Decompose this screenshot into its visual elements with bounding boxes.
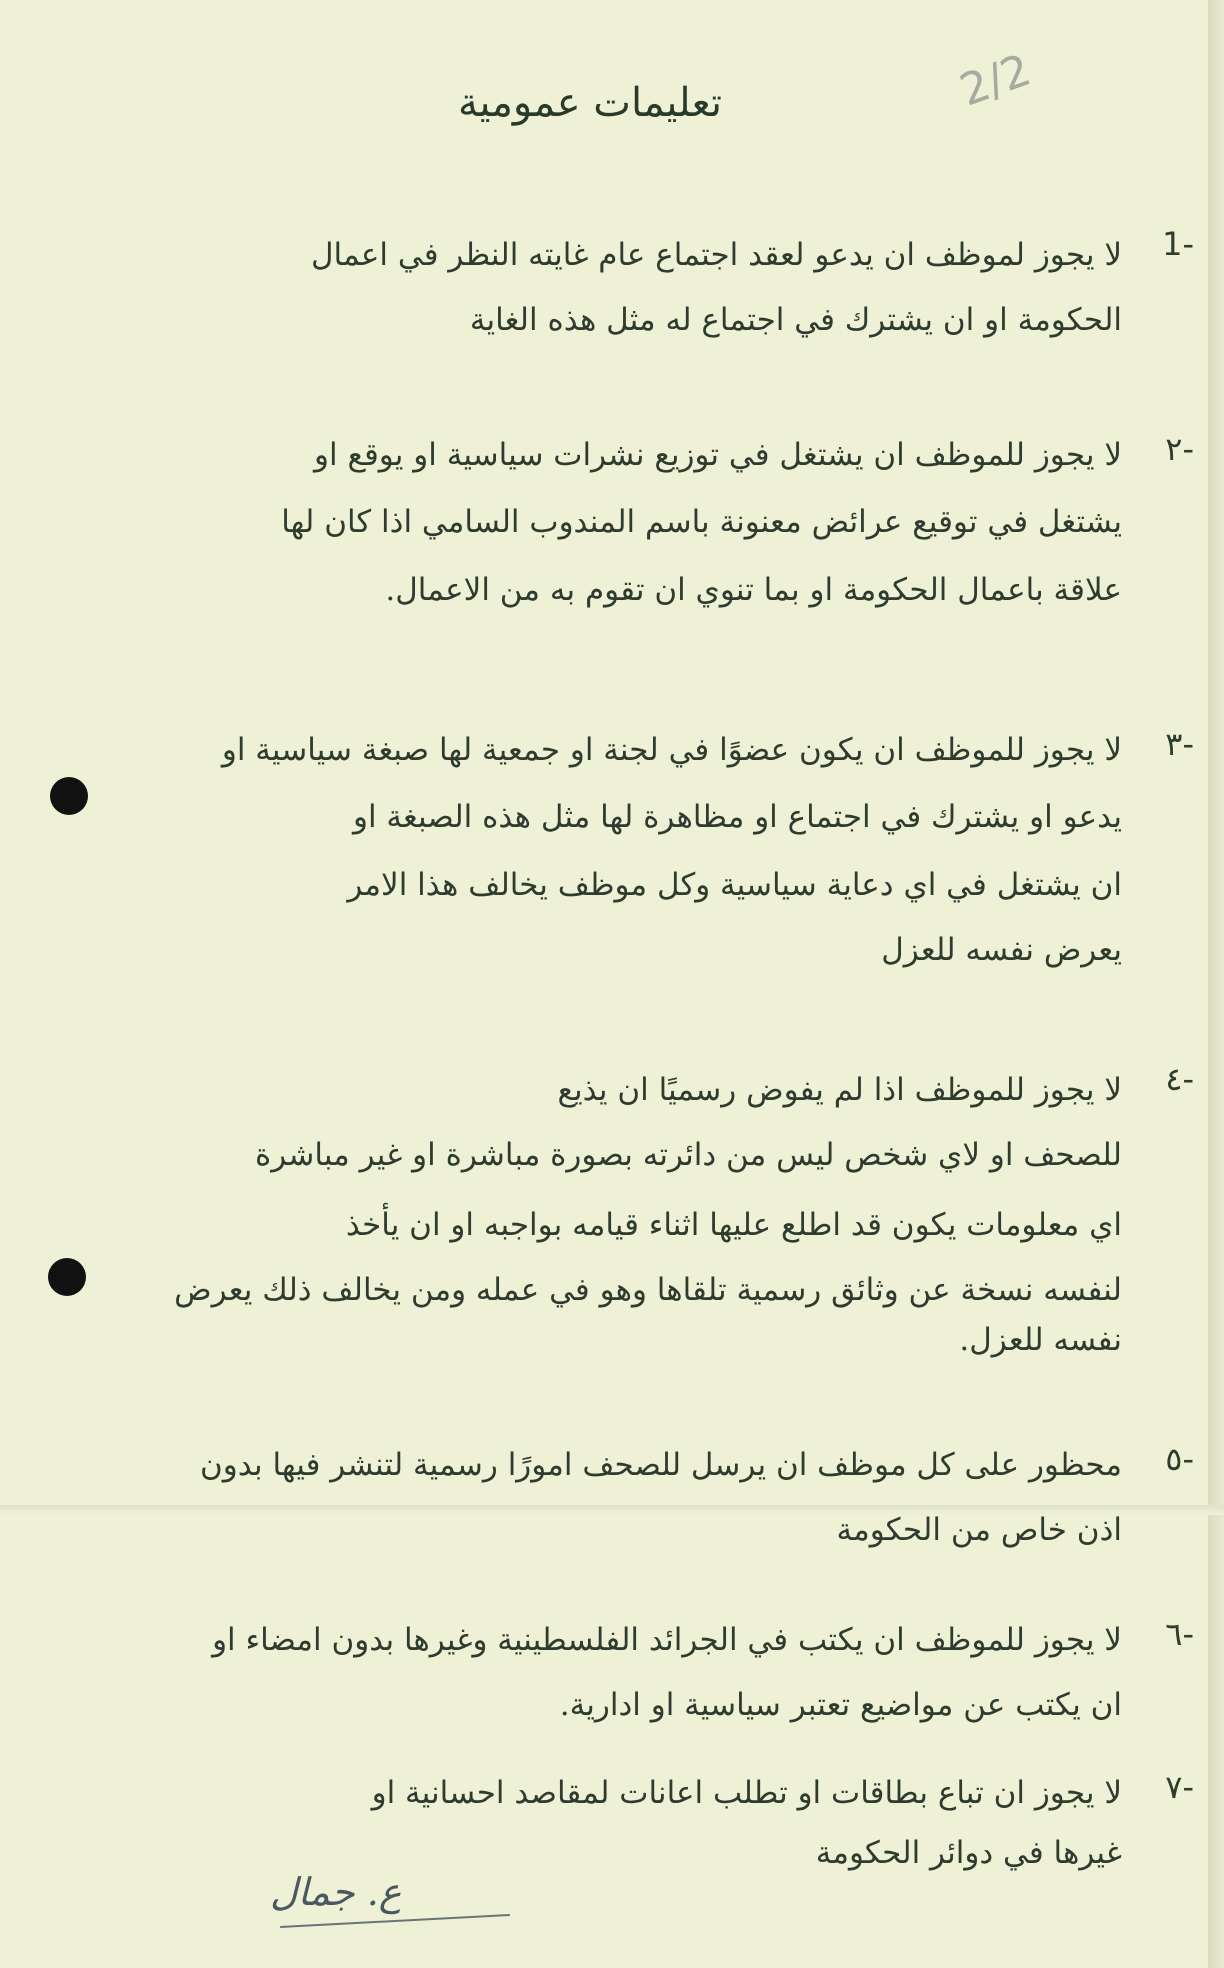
item-line: الحكومة او ان يشترك في اجتماع له مثل هذه الغاية: [469, 302, 1122, 338]
item-line: اذن خاص من الحكومة: [836, 1512, 1122, 1548]
item-number: -٧: [1165, 1768, 1194, 1806]
item-line: لا يجوز للموظف ان يكون عضوًا في لجنة او جمعية لها صبغة سياسية او: [221, 732, 1122, 768]
punch-hole-bottom: [48, 1258, 86, 1296]
instruction-item-4: [54, 1060, 1194, 1380]
item-line: يشتغل في توقيع عرائض معنونة باسم المندوب السامي اذا كان لها: [281, 504, 1122, 540]
item-number: -٤: [1165, 1060, 1194, 1098]
instruction-item-7: [54, 1768, 1194, 1878]
paper-fold-vertical: [1208, 0, 1224, 1968]
item-line: غيرها في دوائر الحكومة: [815, 1835, 1122, 1871]
item-line: محظور على كل موظف ان يرسل للصحف امورًا رسمية لتنشر فيها بدون: [199, 1447, 1122, 1483]
item-line: لا يجوز لموظف ان يدعو لعقد اجتماع عام غايته النظر في اعمال: [311, 237, 1122, 273]
document-title: تعليمات عمومية: [457, 80, 723, 126]
item-number: -٦: [1165, 1615, 1194, 1653]
item-line: علاقة باعمال الحكومة او بما تنوي ان تقوم به من الاعمال.: [385, 572, 1122, 608]
signature-underline: [280, 1914, 510, 1928]
instruction-item-5: [54, 1440, 1194, 1570]
item-line: اي معلومات يكون قد اطلع عليها اثناء قيامه بواجبه او ان يأخذ: [345, 1207, 1122, 1243]
instruction-item-3: [64, 725, 1194, 995]
item-line: يعرض نفسه للعزل: [881, 932, 1122, 968]
item-line: لنفسه نسخة عن وثائق رسمية تلقاها وهو في عمله ومن يخالف ذلك يعرض: [174, 1272, 1122, 1308]
item-line: ان يشتغل في اي دعاية سياسية وكل موظف يخالف هذا الامر: [347, 867, 1122, 903]
item-number: -1: [1162, 225, 1194, 263]
page-number-mark: 2/2: [953, 44, 1038, 117]
instruction-item-1: [64, 225, 1194, 338]
item-number: -٣: [1165, 725, 1194, 763]
instruction-item-2: [64, 430, 1194, 630]
signature: ع. جمال: [270, 1870, 402, 1914]
item-line: لا يجوز ان تباع بطاقات او تطلب اعانات لمقاصد احسانية او: [371, 1775, 1122, 1811]
item-line: لا يجوز للموظف ان يكتب في الجرائد الفلسطينية وغيرها بدون امضاء او: [212, 1622, 1122, 1658]
item-number: -٢: [1165, 430, 1194, 468]
item-line: لا يجوز للموظف ان يشتغل في توزيع نشرات سياسية او يوقع او: [314, 437, 1122, 473]
item-line: نفسه للعزل.: [959, 1322, 1122, 1358]
punch-hole-top: [50, 777, 88, 815]
instruction-item-6: [54, 1615, 1194, 1745]
item-line: للصحف او لاي شخص ليس من دائرته بصورة مباشرة او غير مباشرة: [255, 1137, 1122, 1173]
item-line: يدعو او يشترك في اجتماع او مظاهرة لها مثل هذه الصبغة او: [352, 799, 1122, 835]
item-line: لا يجوز للموظف اذا لم يفوض رسميًا ان يذيع: [557, 1072, 1122, 1108]
item-line: ان يكتب عن مواضيع تعتبر سياسية او ادارية.: [559, 1687, 1122, 1723]
item-number: -٥: [1165, 1440, 1194, 1478]
